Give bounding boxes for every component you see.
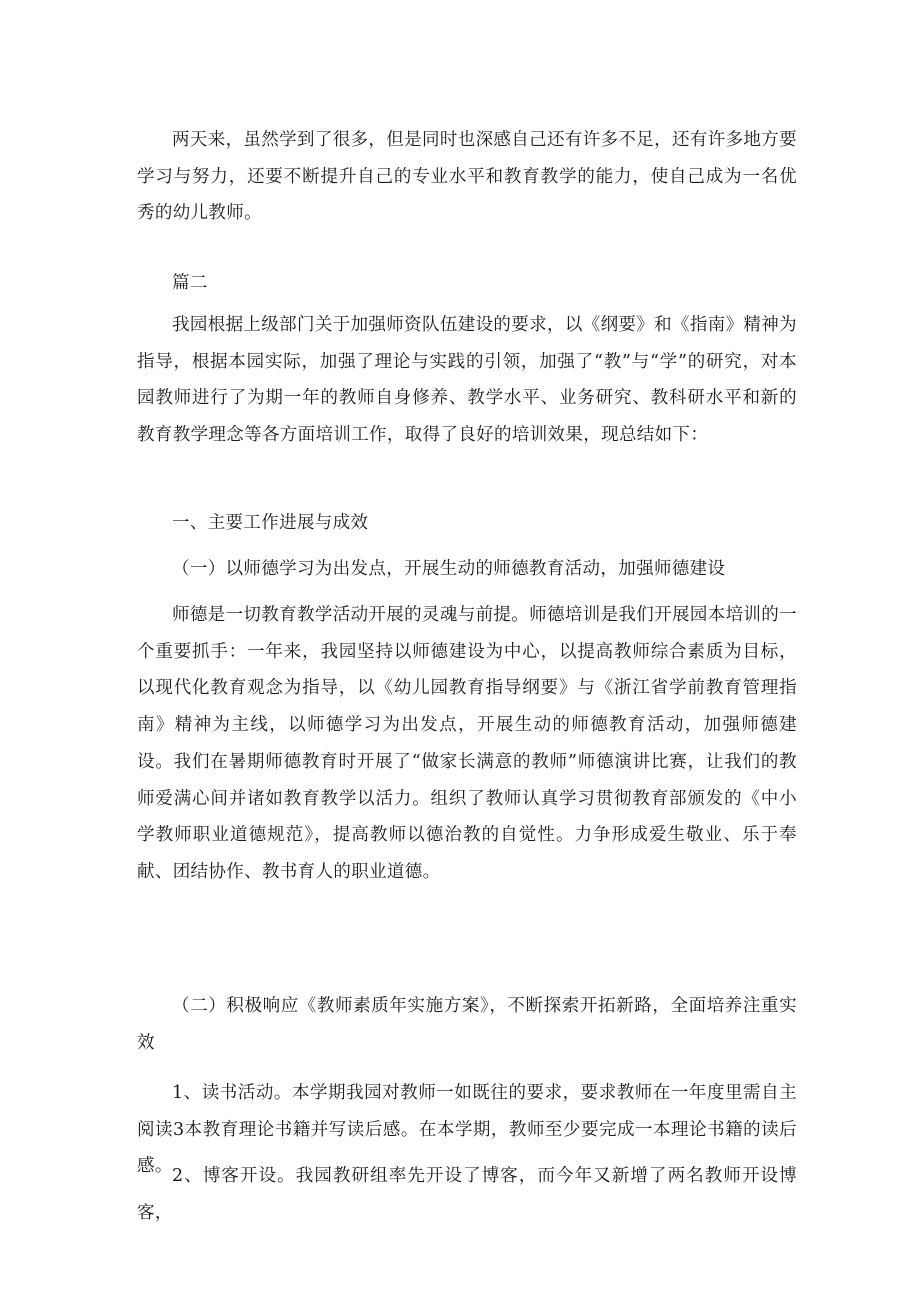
paragraph-reflection: 两天来，虽然学到了很多，但是同时也深感自己还有许多不足，还有许多地方要学习与努力，还要不断提升自己的专业水平和教育教学的能力，使自己成为一名优秀的幼儿教师。 [137, 130, 797, 224]
subheading-ethics-study: （一）以师德学习为出发点，开展生动的师德教育活动，加强师德建设 [172, 559, 726, 579]
section-heading-part-two: 篇二 [172, 273, 208, 293]
subheading-quality-year-plan: （二）积极响应《教师素质年实施方案》，不断探索开拓新路，全面培养注重实效 [137, 996, 797, 1053]
paragraph-teacher-ethics: 师德是一切教育教学活动开展的灵魂与前提。师德培训是我们开展园本培训的一个重要抓手：一年来，我园坚持以师德建设为中心，以提高教师综合素质为目标，以现代化教育观念为指导，以《幼儿园教育指导纲要》与《浙江省学前教育管理指南》精神为主线，以师德学习为出发点，开展生动的师德教育活动，加强师德建设。我们在暑期师德教育时开展了“做家长满意的教师”师德演讲比赛，让我们的教师爱满心间并诸如教育教学以活力。组织了教师认真学习贯彻教育部颁发的《中小学教师职业道德规范》，提高教师以德治教的自觉性。力争形成爱生敬业、乐于奉献、团结协作、教书育人的职业道德。 [137, 605, 797, 882]
paragraph-introduction: 我园根据上级部门关于加强师资队伍建设的要求，以《纲要》和《指南》精神为指导，根据本园实际，加强了理论与实践的引领，加强了“教”与“学”的研究，对本园教师进行了为期一年的教师自身修养、教学水平、业务研究、教科研水平和新的教育教学理念等各方面培训工作，取得了良好的培训效果，现总结如下： [137, 315, 797, 446]
paragraph-blog-setup: 2、博客开设。我园教研组率先开设了博客，而今年又新增了两名教师开设博客， [137, 1166, 797, 1223]
paragraph-reading-activity: 1、读书活动。本学期我园对教师一如既往的要求，要求教师在一年度里需自主阅读3本教育理论书籍并写读后感。在本学期，教师至少要完成一本理论书籍的读后感。 [137, 1083, 797, 1177]
heading-main-work-progress: 一、主要工作进展与成效 [172, 513, 369, 533]
